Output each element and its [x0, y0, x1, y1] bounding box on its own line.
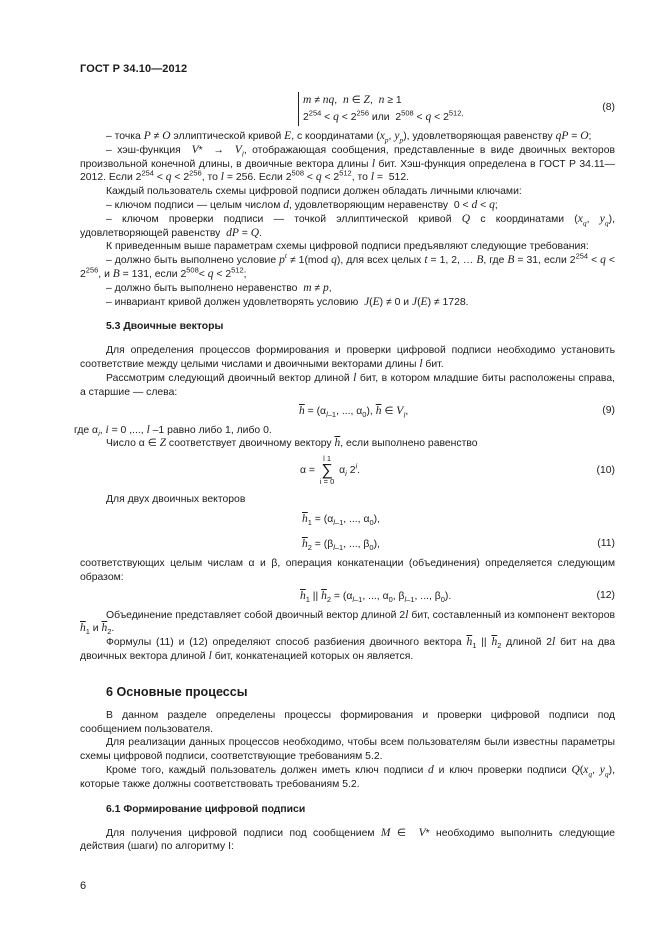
equation-11a: $\overline{h}_1 = (\alpha_{l-1}$, ..., $\alpha_0$),: [302, 512, 380, 528]
equation-12: $\overline{h}_1$ || $\overline{h}_2 = (\alpha_{l-1}$, ..., $\alpha_0$, $\beta_{l-1}$, ..., $\beta_0$). (12): [300, 589, 615, 604]
paragraph-condition-mod: – должно быть выполнено условие $p^t \ne 1(mod$ q), для всех целых t = 1, 2, … B, где B = 31, если $2^{254} < q < 2^{256}$, и B = 131, если $2^{508}< q < 2^{512}$;: [80, 251, 615, 280]
paragraph-parameters-known: Для реализации данных процессов необходимо, чтобы всем пользователям были известны параметры схемы цифровой подписи, соответствующие требованиям 5.2.: [80, 737, 615, 763]
paragraph-personal-keys: Каждый пользователь схемы цифровой подписи должен обладать личными ключами:: [106, 186, 522, 198]
equation-10-number: (10): [596, 465, 615, 477]
equation-10: α = l 1 ∑ i = 0 $\alpha_i$ 2$^i$. (10): [300, 454, 615, 487]
page-number: 6: [80, 880, 87, 892]
sum-symbol: l 1 ∑ i = 0: [319, 454, 335, 487]
paragraph-binary-correspondence: Для определения процессов формирования и проверки цифровой подписи необходимо установить соответствие между целыми числами и двоичными векторами длины l бит.: [80, 345, 615, 371]
page-body: [74, 90, 616, 854]
paragraph-concatenation-def: соответствующих целым числам α и β, операция конкатенации (объединения) определяется следующим образом:: [80, 557, 615, 583]
paragraph-requirements: К приведенным выше параметрам схемы цифровой подписи предъявляют следующие требования:: [106, 241, 589, 253]
equation-9: $\overline{h} = (\alpha_{l-1}$, ..., $\alpha_0$), $\overline{h}$ ∈ $V_l$, (9): [299, 404, 615, 419]
equation-8-system: m ≠ nq, n ∈ Z, n ≥ 1 $2^{254} < q < 2^{256}$ или $2^{508} < q < 2^{512,}$: [298, 92, 464, 126]
equation-10-lhs: α =: [300, 465, 315, 477]
paragraph-alpha-values: где $\alpha_i$, i = 0 ,..., l –1 равно либо 1, либо 0.: [74, 423, 272, 438]
paragraph-number-alpha: Число α ∈ Z соответствует двоичному вектору $\overline{h}$, если выполнено равенство: [106, 437, 478, 450]
equation-12-number: (12): [596, 589, 615, 601]
equation-11b: $\overline{h}_2 = (\beta_{l-1}$, ..., $\beta_0$), (11): [302, 537, 615, 553]
paragraph-concatenation-result: Объединение представляет собой двоичный вектор длиной 2l бит, составленный из компонент векторов $\overline{h}_1$ и $\overline{h}_2$.: [80, 608, 615, 637]
paragraph-splitting: Формулы (11) и (12) определяют способ разбиения двоичного вектора $\overline{h}_1$ || $\overline{h}_2$ длиной 2l бит на два двоичных вектора длиной l бит, конкатенацией которых он является.: [80, 636, 615, 662]
paragraph-section6-intro: В данном разделе определены процессы формирования и проверки цифровой подписи под сообщением пользователя.: [80, 709, 615, 735]
paragraph-user-keys: Кроме того, каждый пользователь должен иметь ключ подписи d и ключ проверки подписи $Q(x_q$, $y_q$), которые также должны соответствовать требованиям 5.2.: [80, 763, 615, 790]
equation-8-number: (8): [602, 102, 615, 113]
paragraph-verification-key: – ключом проверки подписи — точкой эллиптической кривой Q с координатами ($x_q$, $y_q$), удовлетворяющей равенству dP = Q.: [80, 212, 615, 239]
equation-11-number: (11): [597, 537, 615, 549]
equation-8: [80, 90, 615, 124]
paragraph-signing-key: – ключом подписи — целым числом d, удовлетворяющим неравенству 0 < d < q;: [106, 198, 498, 211]
section-heading-6-1: 6.1 Формирование цифровой подписи: [106, 803, 306, 815]
paragraph-inequality-mp: – должно быть выполнено неравенство m ≠ p,: [106, 281, 332, 294]
equation-9-number: (9): [602, 404, 615, 416]
paragraph-binary-vector: Рассмотрим следующий двоичный вектор длиной l бит, в котором младшие биты расположены справа, а старшие — слева:: [80, 371, 616, 398]
page-header: ГОСТ Р 34.10—2012: [80, 63, 188, 75]
paragraph-algorithm-1: Для получения цифровой подписи под сообщением M ∈ V* необходимо выполнить следующие действия (шаги) по алгоритму I:: [80, 826, 615, 853]
section-heading-5-3: 5.3 Двоичные векторы: [106, 321, 224, 333]
paragraph-hash-function: – хэш-функция $V* \to V_l$, отображающая сообщения, представленные в виде двоичных векторов произвольной конечной длины, в двоичные вектора длины l бит. Хэш-функция определена в ГОСТ Р 34.11—2012. Если $2^{254} < q < 2^{256}$, то l = 256. Если $2^{508} < q < 2^{512}$, то l = 512.: [80, 143, 615, 184]
section-heading-6: 6 Основные процессы: [106, 684, 248, 699]
paragraph-curve-invariant: – инвариант кривой должен удовлетворять условию J(E) ≠ 0 и J(E) ≠ 1728.: [106, 295, 469, 308]
paragraph-point-p: – точка P ≠ O эллиптической кривой E, с координатами ($x_p$, $y_p$), удовлетворяющая равенству qP = O;: [106, 130, 592, 145]
paragraph-two-vectors: Для двух двоичных векторов: [106, 494, 246, 506]
